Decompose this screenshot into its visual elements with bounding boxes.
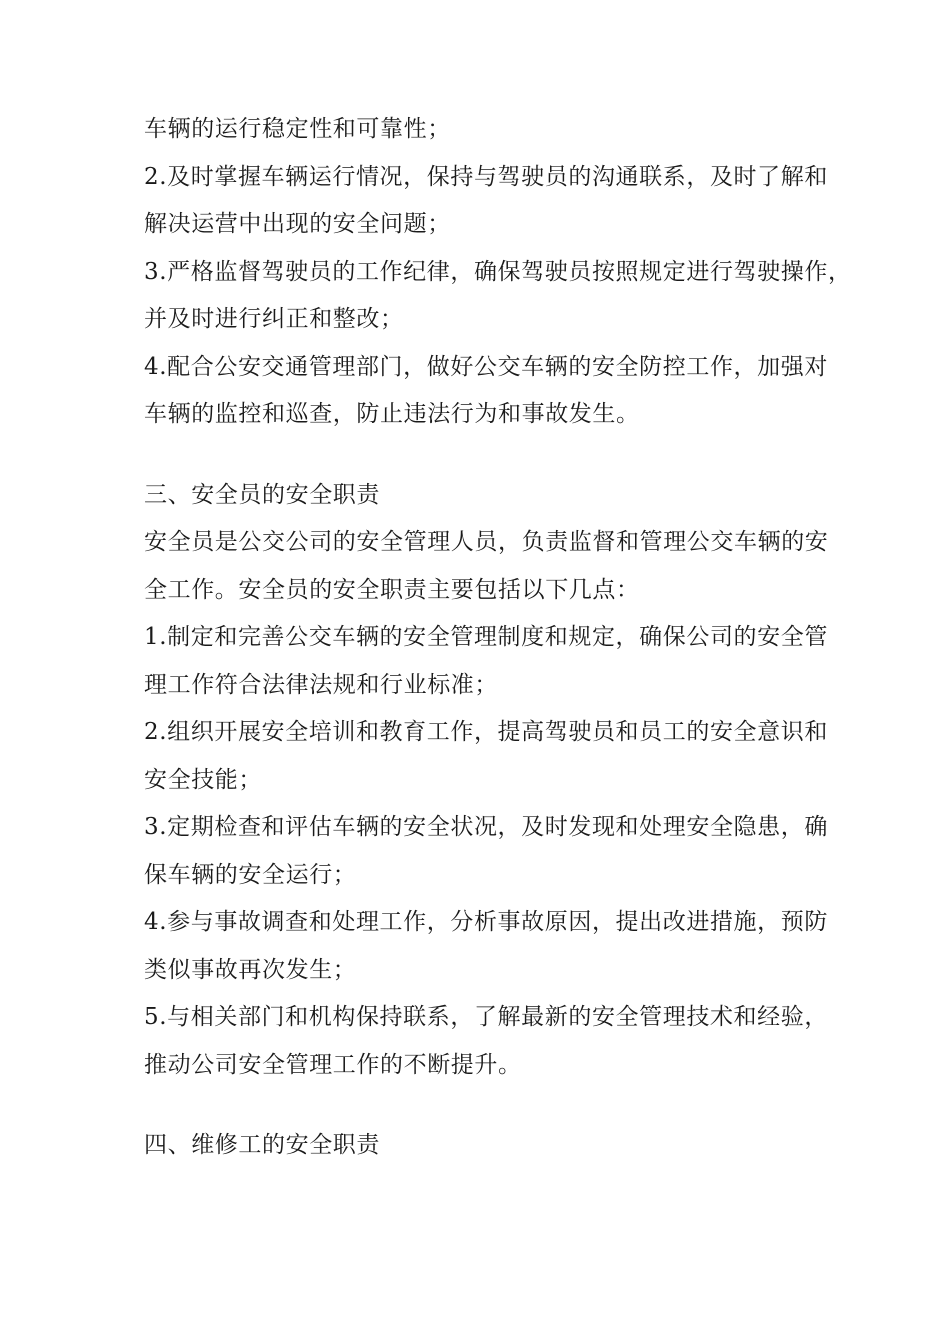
text-line: 解决运营中出现的安全问题；	[144, 211, 451, 237]
text-line: 2.组织开展安全培训和教育工作，提高驾驶员和员工的安全意识和	[144, 719, 828, 745]
text-line: 5.与相关部门和机构保持联系，了解最新的安全管理技术和经验，	[144, 1004, 828, 1030]
text-line: 3.定期检查和评估车辆的安全状况，及时发现和处理安全隐患，确	[144, 814, 828, 840]
section-heading-3: 三、安全员的安全职责	[144, 481, 380, 508]
text-line: 安全员是公交公司的安全管理人员，负责监督和管理公交车辆的安	[144, 529, 829, 555]
paragraph-gap	[144, 1089, 824, 1122]
text-line: 3.严格监督驾驶员的工作纪律，确保驾驶员按照规定进行驾驶操作，	[144, 258, 852, 285]
text-line: 1.制定和完善公交车辆的安全管理制度和规定，确保公司的安全管	[144, 624, 828, 650]
text-line: 4.配合公安交通管理部门，做好公交车辆的安全防控工作，加强对	[144, 353, 828, 380]
text-line: 并及时进行纠正和整改；	[144, 306, 404, 332]
text-line: 车辆的运行稳定性和可靠性；	[144, 116, 451, 142]
text-line: 2.及时掌握车辆运行情况，保持与驾驶员的沟通联系，及时了解和	[144, 163, 828, 190]
text-line: 保车辆的安全运行；	[144, 861, 357, 888]
document-body	[144, 106, 852, 1170]
text-line: 4.参与事故调查和处理工作，分析事故原因，提出改进措施，预防	[144, 909, 828, 935]
text-line: 全工作。安全员的安全职责主要包括以下几点：	[144, 576, 640, 603]
text-line: 安全技能；	[144, 766, 262, 793]
text-line: 类似事故再次发生；	[144, 956, 357, 983]
text-line: 理工作符合法律法规和行业标准；	[144, 671, 498, 698]
section-heading-4: 四、维修工的安全职责	[144, 1132, 380, 1158]
text-line: 车辆的监控和巡查，防止违法行为和事故发生。	[144, 401, 640, 427]
paragraph-gap	[144, 439, 824, 472]
text-line: 推动公司安全管理工作的不断提升。	[144, 1051, 522, 1078]
